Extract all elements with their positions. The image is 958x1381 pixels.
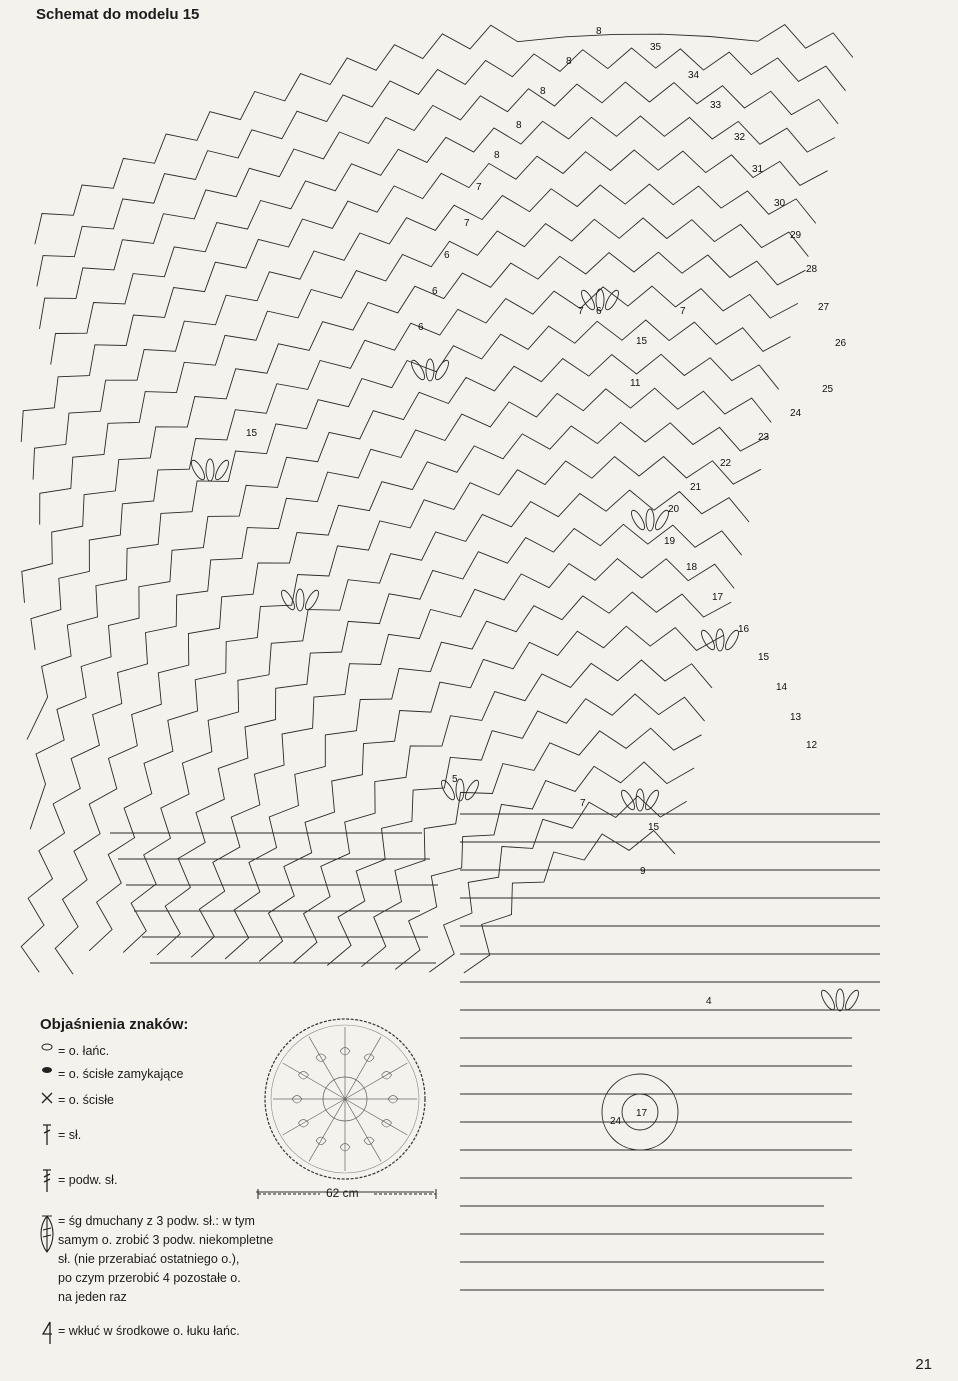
round-number-label: 27: [818, 302, 830, 313]
stitch-count-label: 6: [444, 250, 450, 261]
cross-stitch-icon: [36, 1091, 58, 1105]
round-number-label: 34: [688, 70, 700, 81]
stitch-count-label: 7: [464, 218, 470, 229]
stitch-count-label: 6: [418, 322, 424, 333]
round-number-label: 26: [835, 338, 847, 349]
page-title: Schemat do modelu 15: [36, 6, 200, 23]
diagram-label: 7: [680, 306, 686, 317]
stitch-count-label: 6: [596, 306, 602, 317]
round-number-label: 22: [720, 458, 732, 469]
stitch-count-label: 7: [476, 182, 482, 193]
round-number-label: 17: [712, 592, 724, 603]
round-number-label: 15: [758, 652, 770, 663]
diagram-label: 7: [580, 798, 586, 809]
round-number-label: 19: [664, 536, 676, 547]
stitch-count-label: 8: [494, 150, 500, 161]
legend-item-single: = o. ścisłe: [36, 1091, 114, 1110]
round-number-label: 32: [734, 132, 746, 143]
chain-oval-icon: [36, 1042, 58, 1052]
stitch-count-label: 8: [516, 120, 522, 131]
diagram-label: 11: [630, 378, 641, 389]
diagram-label: 17: [636, 1108, 648, 1119]
stitch-count-label: 6: [432, 286, 438, 297]
slip-stitch-dot-icon: [36, 1065, 58, 1075]
diagram-label: 15: [648, 822, 660, 833]
insert-hook-icon: [36, 1320, 58, 1346]
legend-item-tr: = podw. sł.: [36, 1168, 117, 1194]
round-number-label: 12: [806, 740, 818, 751]
diagram-label: 15: [636, 336, 648, 347]
round-number-label: 31: [752, 164, 764, 175]
diagram-label: 9: [640, 866, 646, 877]
round-number-label: 29: [790, 230, 802, 241]
round-number-label: 30: [774, 198, 786, 209]
round-number-label: 14: [776, 682, 788, 693]
diagram-label: 24: [610, 1116, 622, 1127]
legend-item-chain: = o. łańc.: [36, 1042, 109, 1061]
round-number-label: 35: [650, 42, 662, 53]
round-number-label: 16: [738, 624, 750, 635]
round-number-label: 33: [710, 100, 722, 111]
stitch-count-label: 8: [540, 86, 546, 97]
legend-item-puff: = śg dmuchany z 3 podw. sł.: w tym samym o. zrobić 3 podw. niekompletne sł. (nie przerabiać ostatniego o.), po czym przerobić 4 pozostałe o. na jeden raz: [36, 1212, 273, 1307]
round-number-label: 28: [806, 264, 818, 275]
page-number: 21: [915, 1356, 932, 1373]
diagram-label: 15: [246, 428, 258, 439]
diagram-label: 5: [452, 774, 458, 785]
round-number-label: 25: [822, 384, 834, 395]
stitch-count-label: 8: [566, 56, 572, 67]
diagram-label: 4: [706, 996, 712, 1007]
round-number-label: 20: [668, 504, 680, 515]
legend-title: Objaśnienia znaków:: [40, 1016, 189, 1033]
stitch-count-label: 8: [596, 26, 602, 37]
round-number-label: 23: [758, 432, 770, 443]
dimension-line: [256, 1188, 438, 1200]
round-number-label: 21: [690, 482, 702, 493]
double-crochet-icon: [36, 1123, 58, 1147]
legend-item-insert: = wkłuć w środkowe o. łuku łańc.: [36, 1320, 240, 1346]
puff-cluster-icon: [36, 1212, 58, 1256]
finished-doily-thumbnail: [252, 1014, 438, 1184]
round-number-label: 18: [686, 562, 698, 573]
round-number-label: 24: [790, 408, 802, 419]
legend-item-dc: = sł.: [36, 1123, 81, 1147]
round-number-label: 13: [790, 712, 802, 723]
diagram-label: 7: [578, 306, 584, 317]
treble-crochet-icon: [36, 1168, 58, 1194]
legend-item-slip-stitch: = o. ścisłe zamykające: [36, 1065, 183, 1084]
diameter-label: 62 cm: [326, 1186, 359, 1200]
